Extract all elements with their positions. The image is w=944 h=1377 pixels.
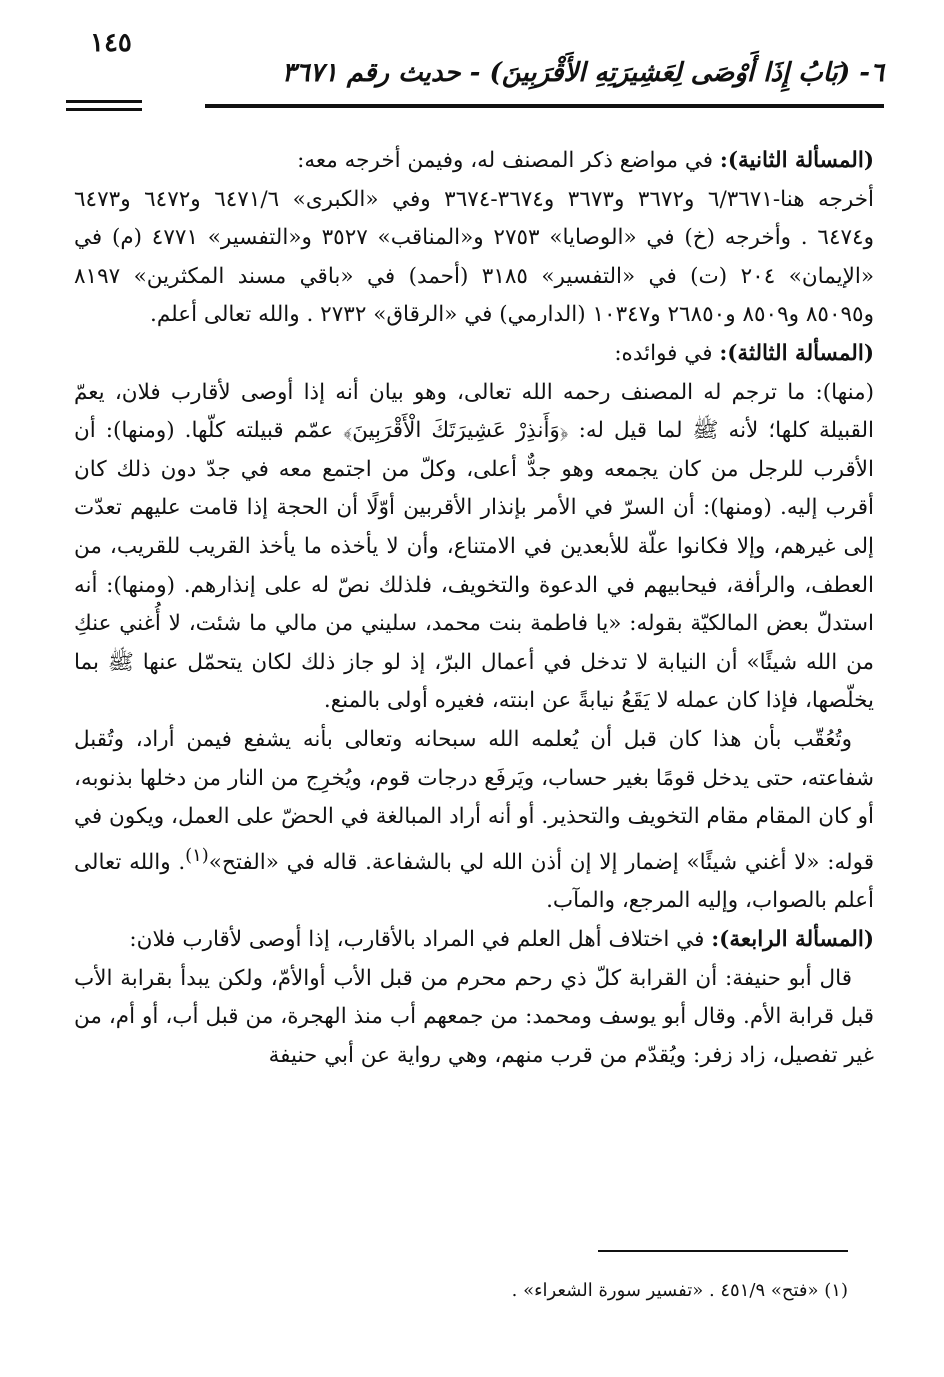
header-rule-short-top xyxy=(66,100,142,103)
running-header xyxy=(64,58,884,102)
header-title: ٦- (بَابُ إِذَا أَوْصَى لِعَشِيرَتِهِ الأَقْرَبِينَ) - حديث رقم ٣٦٧١ xyxy=(281,58,884,88)
page-number: ١٤٥ xyxy=(90,28,132,58)
footnote-separator xyxy=(598,1250,848,1252)
section-4-intro-text: في اختلاف أهل العلم في المراد بالأقارب، إذا أوصى لأقارب فلان: xyxy=(129,927,712,953)
footnote-reference: (١) xyxy=(185,844,209,866)
section-3-intro xyxy=(74,335,874,374)
section-2-heading: (المسألة الثانية): xyxy=(719,148,874,173)
section-3-paragraph-2-text: وتُعُقّب بأن هذا كان قبل أن يُعلمه الله سبحانه وتعالى بأنه يشفع فيمن أراد، وتُقبل شفاعته، حتى يدخل قومًا بغير حساب، ويَرفَع درجات قوم، ويُخرِج من النار من دخلها بذنوبه، أو كان المقام مقام التخويف والتحذير. أو أنه أراد المبالغة في الحضّ على العمل، ويكون في قوله: «لا أغني شيئًا» إضمار إلا إن أذن الله لي بالشفاعة. قاله في «الفتح» xyxy=(74,726,874,875)
section-2-intro xyxy=(74,142,874,181)
header-rule-short-bottom xyxy=(66,108,142,111)
section-3-intro-text: في فوائده: xyxy=(614,340,720,366)
section-4-intro xyxy=(74,921,874,960)
footnote: (١) «فتح» ٤٥١/٩ . «تفسير سورة الشعراء» . xyxy=(511,1280,848,1301)
main-text xyxy=(74,142,874,1075)
section-2-paragraph: أخرجه هنا-٦/٣٦٧١ و٣٦٧٢ و٣٦٧٣ و٣٦٧٤-٣٦٧٤ وفي «الكبرى» ٦٤٧١/٦ و٦٤٧٢ و٦٤٧٣ و٦٤٧٤ . وأخرجه (خ) في «الوصايا» ٢٧٥٣ و«المناقب» ٣٥٢٧ و«التفسير» ٤٧٧١ (م) في «الإيمان» ٢٠٤ (ت) في «التفسير» ٣١٨٥ (أحمد) في «باقي مسند المكثرين» ٨١٩٧ و٨٥٠٩٥ و٨٥٠٩ و٢٦٨٥٠ و١٠٣٤٧ (الدارمي) في «الرقاق» ٢٧٣٢ . والله تعالى أعلم. xyxy=(74,186,875,328)
section-2-intro-text: في مواضع ذكر المصنف له، وفيمن أخرجه معه: xyxy=(297,148,720,173)
section-3-paragraph-2-end: . والله تعالى أعلم بالصواب، وإليه المرجع، والمآب. xyxy=(74,849,874,914)
section-3-heading: (المسألة الثالثة): xyxy=(719,340,874,366)
header-rule xyxy=(205,104,884,108)
section-4-heading: (المسألة الرابعة): xyxy=(711,927,874,953)
section-3-paragraph-1: (منها): ما ترجم له المصنف رحمه الله تعالى، وهو بيان أنه إذا أوصى لأقارب فلان، يعمّ القبيلة كلها؛ لأنه ﷺ لما قيل له: ﴿وَأَنذِرْ عَشِيرَتَكَ الْأَقْرَبِينَ﴾ عمّم قبيلته كلّها. (ومنها): أن الأقرب للرجل من كان يجمعه وهو جدٌّ أعلى، وكلّ من اجتمع معه في جدّ دون ذلك كان أقرب إليه. (ومنها): أن السرّ في الأمر بإنذار الأقربين أوّلًا أن الحجة إذا قامت عليهم تعدّت إلى غيرهم، وإلا فكانوا علّة للأبعدين في الامتناع، وأن لا يأخذه ما يأخذ القريب للقريب، من العطف، والرأفة، فيحابيهم في الدعوة والتخويف، فلذلك نصّ له على إنذارهم. (ومنها): أنه استدلّ بعض المالكيّة بقوله: «يا فاطمة بنت محمد، سليني من مالي ما شئت، لا أُغني عنكِ من الله شيئًا» أن النيابة لا تدخل في أعمال البرّ، إذ لو جاز ذلك لكان يتحمّل عنها ﷺ بما يخلّصها، فإذا كان عمله لا يَقَعُ نيابةً عن ابنته، فغيره أولى بالمنع. xyxy=(74,379,874,714)
section-4-paragraph-1: قال أبو حنيفة: أن القرابة كلّ ذي رحم محرم من قبل الأب أوالأمّ، ولكن يبدأ بقرابة الأب قبل قرابة الأم. وقال أبو يوسف ومحمد: من جمعهم أب منذ الهجرة، من قبل أب، أو أم، من غير تفصيل، زاد زفر: ويُقدّم من قرب منهم، وهي رواية عن أبي حنيفة xyxy=(74,965,874,1068)
section-3-paragraph-2 xyxy=(74,721,874,921)
